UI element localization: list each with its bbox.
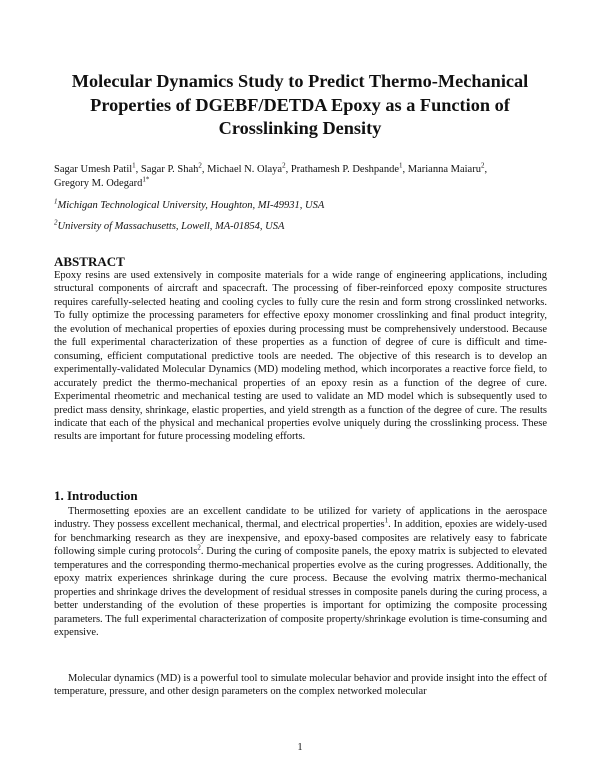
page-number: 1 — [297, 742, 303, 753]
author: Sagar Umesh Patil$^1$, — [54, 161, 141, 175]
section-heading-introduction: 1. Introduction — [54, 488, 138, 503]
introduction-paragraph-1: Thermosetting epoxies are an excellent candidate to be utilized for variety of applications in the aerospace industry. They possess excellent mechanical, thermal, and electrical properties$^1$. In addition, epoxies are widely-used for benchmarking research as they are inexpensive, and epoxy-based composites are relatively easy to fabricate following simple curing protocols$^2$. During the curing of composite panels, the epoxy matrix is subjected to elevated temperatures and the corresponding thermo-mechanical properties evolve as the curing progresses. Additionally, the epoxy matrix experiences shrinkage during the cure process. Because the evolving matrix thermo-mechanical properties and shrinkage drives the development of residual stresses in composite panels during the curing process, a better understanding of the evolution of these properties is important for optimizing the composite processing parameters. The full experimental characterization of composite property/shrinkage evolution is time-consuming and expensive. — [54, 506, 548, 639]
abstract-body: Epoxy resins are used extensively in composite materials for a wide range of engineering applications, including structural components of aircraft and spacecraft. The processing of fiber-reinforced epoxy composite structures requires carefully-selected heating and cooling cycles to fully cure the resin and form strong crosslinked networks. To fully optimize the processing parameters for effective epoxy monomer crosslinking and final product integrity, the evolution of mechanical properties of epoxies during processing must be comprehensively understood. Because the full experimental characterization of these properties as a function of degree of cure is difficult and time-consuming, efficient computational predictive tools are needed. The objective of this research is to develop an experimentally-validated Molecular Dynamics (MD) modeling method, which incorporates a reactive force field, to accurately predict the thermo-mechanical properties of an epoxy resin as a function of the degree of cure. Experimental rheometric and mechanical testing are used to validate an MD model which is subsequently used to predict mass density, shrinkage, elastic properties, and yield strength as a function of the degree of cure. The results indicate that each of the physical and mechanical properties evolve uniquely during the crosslinking process. These results are important for future processing modeling efforts. — [54, 270, 547, 443]
author: Marianna Maiaru$^2$, — [407, 161, 488, 175]
citation-ref: 2 — [197, 543, 201, 552]
affiliation-2: $^2$University of Massachusetts, Lowell, MA-01854, USA — [54, 218, 285, 232]
author: Michael N. Olaya$^2$, — [207, 161, 291, 175]
author: Sagar P. Shah$^2$, — [140, 161, 208, 175]
introduction-paragraph-2: Molecular dynamics (MD) is a powerful tool to simulate molecular behavior and provide insight into the effect of temperature, pressure, and other design parameters on the complex networked molecular — [54, 673, 547, 698]
citation-ref: 1 — [384, 516, 389, 525]
author: Gregory M. Odegard$^{1*}$ — [54, 175, 150, 189]
affiliation-1: $^1$Michigan Technological University, Houghton, MI-49931, USA — [54, 197, 325, 211]
author: Prathamesh P. Deshpande$^1$, — [290, 161, 408, 175]
paper-title: Molecular Dynamics Study to Predict Thermo-Mechanical Properties of DGEBF/DETDA Epoxy as a Function of Crosslinking Density — [71, 71, 529, 138]
author-list — [54, 163, 554, 191]
abstract-heading: ABSTRACT — [54, 254, 125, 269]
